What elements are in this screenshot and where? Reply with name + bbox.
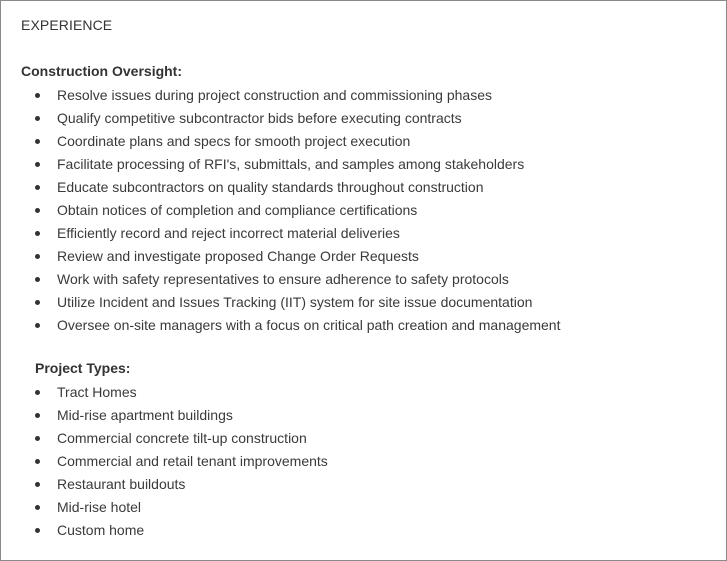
list-item <box>35 199 561 222</box>
bullet-icon <box>35 116 40 121</box>
bullet-icon <box>35 93 40 98</box>
bullet-icon <box>35 482 40 487</box>
list-item-text: Efficiently record and reject incorrect material deliveries <box>57 225 400 241</box>
bullet-icon <box>35 277 40 282</box>
construction-oversight-list <box>35 84 561 337</box>
project-types-heading: Project Types: <box>35 360 131 376</box>
list-item <box>35 222 561 245</box>
bullet-icon <box>35 459 40 464</box>
project-types-list <box>35 381 328 542</box>
construction-oversight-heading: Construction Oversight: <box>21 63 183 79</box>
list-item <box>35 427 328 450</box>
list-item-text: Restaurant buildouts <box>57 476 186 492</box>
list-item-text: Utilize Incident and Issues Tracking (IIT) system for site issue documentation <box>57 294 533 310</box>
bullet-icon <box>35 505 40 510</box>
bullet-icon <box>35 254 40 259</box>
list-item-text: Tract Homes <box>57 384 137 400</box>
bullet-icon <box>35 162 40 167</box>
list-item-text: Commercial and retail tenant improvements <box>57 453 328 469</box>
bullet-icon <box>35 231 40 236</box>
list-item <box>35 519 328 542</box>
list-item <box>35 84 561 107</box>
list-item-text: Qualify competitive subcontractor bids before executing contracts <box>57 110 462 126</box>
list-item-text: Mid-rise apartment buildings <box>57 407 233 423</box>
bullet-icon <box>35 413 40 418</box>
section-title: EXPERIENCE <box>21 17 113 33</box>
list-item <box>35 245 561 268</box>
list-item <box>35 176 561 199</box>
list-item <box>35 381 328 404</box>
bullet-icon <box>35 528 40 533</box>
list-item-text: Educate subcontractors on quality standards throughout construction <box>57 179 484 195</box>
bullet-icon <box>35 208 40 213</box>
list-item-text: Coordinate plans and specs for smooth project execution <box>57 133 411 149</box>
bullet-icon <box>35 390 40 395</box>
list-item <box>35 107 561 130</box>
list-item-text: Review and investigate proposed Change Order Requests <box>57 248 419 264</box>
list-item-text: Mid-rise hotel <box>57 499 142 515</box>
bullet-icon <box>35 436 40 441</box>
bullet-icon <box>35 300 40 305</box>
list-item <box>35 130 561 153</box>
list-item <box>35 450 328 473</box>
list-item-text: Work with safety representatives to ensure adherence to safety protocols <box>57 271 509 287</box>
bullet-icon <box>35 139 40 144</box>
list-item <box>35 291 561 314</box>
list-item <box>35 314 561 337</box>
list-item-text: Oversee on-site managers with a focus on critical path creation and management <box>57 317 561 333</box>
list-item-text: Resolve issues during project construction and commissioning phases <box>57 87 492 103</box>
list-item-text: Custom home <box>57 522 145 538</box>
list-item <box>35 268 561 291</box>
bullet-icon <box>35 323 40 328</box>
bullet-icon <box>35 185 40 190</box>
list-item <box>35 153 561 176</box>
list-item <box>35 404 328 427</box>
list-item-text: Commercial concrete tilt-up construction <box>57 430 307 446</box>
list-item-text: Facilitate processing of RFI's, submittals, and samples among stakeholders <box>57 156 525 172</box>
list-item <box>35 496 328 519</box>
list-item-text: Obtain notices of completion and compliance certifications <box>57 202 418 218</box>
list-item <box>35 473 328 496</box>
